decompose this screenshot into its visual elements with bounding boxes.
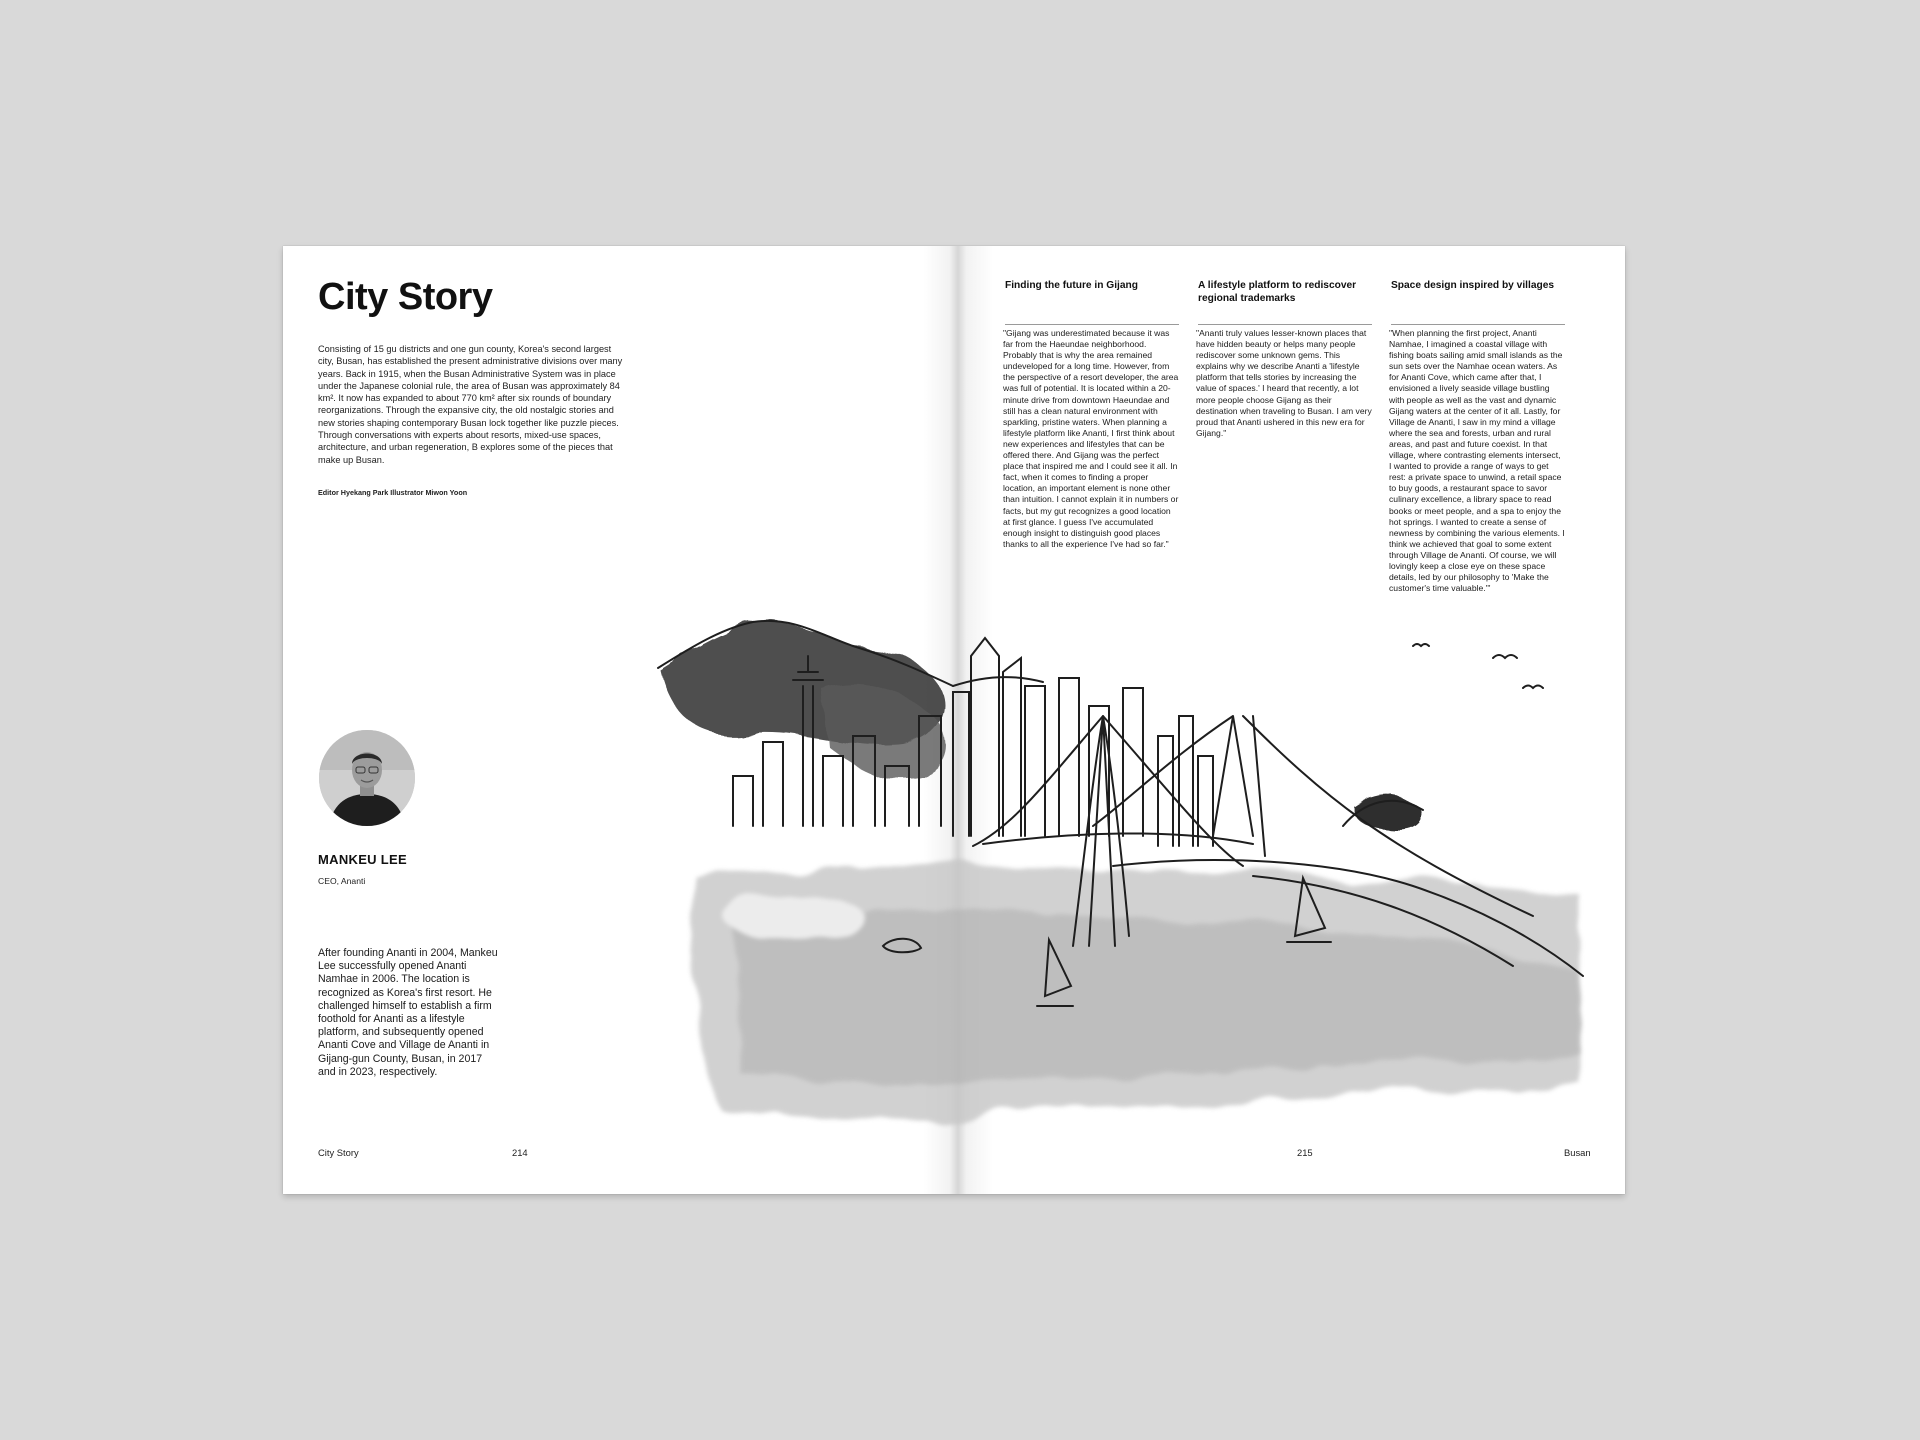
magazine-spread <box>283 246 1625 1194</box>
page-title: City Story <box>318 276 493 318</box>
footer-section-left: City Story <box>318 1147 359 1158</box>
column-heading-1: Finding the future in Gijang <box>1005 280 1138 291</box>
column-divider-3 <box>1391 324 1565 325</box>
portrait-photo <box>319 730 415 826</box>
profile-role: CEO, Ananti <box>318 876 366 886</box>
column-divider-1 <box>1005 324 1179 325</box>
profile-name: MANKEU LEE <box>318 852 407 867</box>
column-body-1: "Gijang was underestimated because it was far from the Haeundae neighborhood. Probably that is why the area remained undeveloped for a long time. However, from the perspective of a resort developer, the area was full of potential. It is located within a 20-minute drive from downtown Haeundae and still has a clean natural environment with sparkling, pristine waters. When planning a lifestyle platform like Ananti, I first think about new experiences and lifestyles that can be offered there. And Gijang was the perfect place that inspired me and I could see it all. In fact, when it comes to finding a proper location, an important element is none other than intuition. I cannot explain it in numbers or facts, but my gut recognizes a good location at first glance. I guess I've accumulated enough insight to distinguish good places thanks to all the experience I've had so far." <box>1003 328 1179 549</box>
credits: Editor Hyekang Park Illustrator Miwon Yoon <box>318 488 468 497</box>
column-body-3: "When planning the first project, Ananti Namhae, I imagined a coastal village with fishing boats sailing amid small islands as the sun sets over the Namhae ocean waters. As for Ananti Cove, which came after that, I envisioned a lively seaside village bustling with people as well as the vast and dynamic Gijang waters at the center of it all. Lastly, for Village de Ananti, I saw in my mind a village where the sea and forests, urban and rural areas, and past and future coexist. In that village, where contrasting elements intersect, I wanted to provide a range of ways to get rest: a private space to unwind, a retail space to buy goods, a restaurant space to savor culinary excellence, a library space to read books or meet people, and a spa to enjoy the hot springs. I wanted to create a sense of newness by combining the various elements. I think we achieved that goal to some extent through Village de Ananti. Of course, we will lovingly keep a close eye on these space details, led by our philosophy to 'Make the customer's time valuable.'" <box>1389 328 1565 594</box>
column-heading-2: A lifestyle platform to rediscover regional trademarks <box>1198 280 1357 304</box>
avatar <box>319 730 415 826</box>
column-divider-2 <box>1198 324 1372 325</box>
intro-text: Consisting of 15 gu districts and one gun county, Korea's second largest city, Busan, has established the present administrative divisions over many years. Back in 1915, when the Busan Administrative System was in place under the Japanese colonial rule, the area of Busan was approximately 84 km². It now has expanded to about 770 km² after six rounds of boundary reorganizations. Through the expansive city, the old nostalgic stories and new stories shaping contemporary Busan lock together like puzzle pieces. Through conversations with experts about resorts, mixed-use spaces, architecture, and urban regeneration, B explores some of the pieces that make up Busan. <box>318 344 623 465</box>
page-number-left: 214 <box>512 1147 528 1158</box>
column-body-2: "Ananti truly values lesser-known places that have hidden beauty or helps many people rediscover some unknown gems. This explains why we describe Ananti a 'lifestyle platform that tells stories by increasing the value of spaces.' I heard that recently, a lot more people choose Gijang as their destination when traveling to Busan. I am very proud that Ananti ushered in this new era for Gijang." <box>1196 328 1372 438</box>
column-heading-3: Space design inspired by villages <box>1391 280 1555 291</box>
page-number-right: 215 <box>1297 1147 1313 1158</box>
busan-cityscape-illustration <box>653 616 1613 1156</box>
footer-section-right: Busan <box>1564 1147 1591 1158</box>
profile-bio: After founding Ananti in 2004, Mankeu Lee successfully opened Ananti Namhae in 2006. The location is recognized as Korea's first resort. He challenged himself to establish a firm foothold for Ananti as a lifestyle platform, and subsequently opened Ananti Cove and Village de Ananti in Gijang-gun County, Busan, in 2017 and in 2023, respectively. <box>318 947 498 1078</box>
